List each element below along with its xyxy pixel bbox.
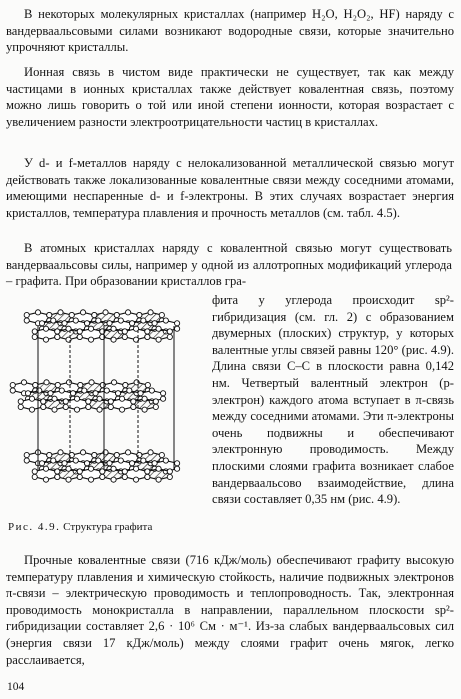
carbon-atom: [133, 477, 138, 482]
carbon-atom: [96, 318, 101, 323]
carbon-atom: [163, 458, 168, 463]
carbon-atom: [77, 474, 82, 479]
carbon-atom: [107, 461, 112, 466]
carbon-atom: [24, 452, 29, 457]
carbon-atom: [145, 329, 150, 334]
graphite-layer: [24, 310, 180, 343]
carbon-atom: [80, 450, 85, 455]
carbon-atom: [97, 407, 102, 412]
carbon-atom: [18, 404, 23, 409]
carbon-atom: [142, 407, 147, 412]
carbon-atom: [52, 407, 57, 412]
carbon-atom: [55, 469, 60, 474]
carbon-atom: [115, 391, 120, 396]
carbon-atom: [107, 321, 112, 326]
carbon-atom: [41, 399, 46, 404]
carbon-atom: [66, 380, 71, 385]
graphite-layer: [10, 380, 166, 413]
carbon-atom: [138, 391, 143, 396]
carbon-atom: [160, 391, 165, 396]
graphite-structure-icon: [8, 292, 206, 508]
carbon-atom: [122, 334, 127, 339]
carbon-atom: [43, 466, 48, 471]
carbon-atom: [142, 396, 147, 401]
carbon-atom: [141, 458, 146, 463]
carbon-atom: [55, 474, 60, 479]
carbon-atom: [43, 326, 48, 331]
carbon-atom: [119, 407, 124, 412]
carbon-atom: [111, 337, 116, 342]
carbon-atom: [92, 452, 97, 457]
carbon-atom: [92, 312, 97, 317]
carbon-atom: [174, 461, 179, 466]
carbon-atom: [37, 388, 42, 393]
carbon-atom: [159, 452, 164, 457]
carbon-atom: [93, 391, 98, 396]
graphite-structure-figure: [8, 292, 206, 508]
carbon-atom: [80, 310, 85, 315]
carbon-atom: [131, 399, 136, 404]
carbon-atom: [122, 474, 127, 479]
carbon-atom: [137, 312, 142, 317]
carbon-atom: [86, 404, 91, 409]
paragraph-molecular-crystals: В некоторых молекулярных кристаллах (например H₂O, H₂O₂, HF) наряду с вандерваальсовыми силами возникают водородные связи, которые значительно упрочняют кристаллы.: [6, 7, 454, 55]
carbon-atom: [167, 469, 172, 474]
carbon-atom: [43, 337, 48, 342]
carbon-atom: [82, 388, 87, 393]
carbon-atom: [125, 310, 130, 315]
carbon-atom: [74, 407, 79, 412]
carbon-atom: [32, 469, 37, 474]
carbon-atom: [59, 388, 64, 393]
carbon-atom: [55, 334, 60, 339]
carbon-atom: [119, 396, 124, 401]
carbon-atom: [77, 469, 82, 474]
carbon-atom: [97, 396, 102, 401]
carbon-atom: [29, 396, 34, 401]
carbon-atom: [167, 474, 172, 479]
figure-caption-text: Структура графита: [63, 521, 153, 533]
carbon-atom: [127, 388, 132, 393]
carbon-atom: [163, 318, 168, 323]
carbon-atom: [25, 391, 30, 396]
carbon-atom: [18, 399, 23, 404]
carbon-atom: [62, 321, 67, 326]
carbon-atom: [145, 382, 150, 387]
carbon-atom: [86, 399, 91, 404]
carbon-atom: [96, 458, 101, 463]
carbon-atom: [69, 312, 74, 317]
carbon-atom: [10, 388, 15, 393]
carbon-atom: [39, 321, 44, 326]
carbon-atom: [174, 326, 179, 331]
carbon-atom: [51, 458, 56, 463]
carbon-atom: [122, 469, 127, 474]
carbon-atom: [156, 477, 161, 482]
carbon-atom: [74, 396, 79, 401]
carbon-atom: [48, 391, 53, 396]
carbon-atom: [77, 329, 82, 334]
carbon-atom: [43, 477, 48, 482]
carbon-atom: [129, 461, 134, 466]
carbon-atom: [84, 461, 89, 466]
carbon-atom: [63, 399, 68, 404]
carbon-atom: [133, 466, 138, 471]
carbon-atom: [104, 388, 109, 393]
carbon-atom: [78, 382, 83, 387]
carbon-atom: [100, 474, 105, 479]
carbon-atom: [47, 452, 52, 457]
carbon-atom: [24, 458, 29, 463]
carbon-atom: [152, 321, 157, 326]
carbon-atom: [88, 326, 93, 331]
carbon-atom: [47, 312, 52, 317]
carbon-atom: [29, 407, 34, 412]
carbon-atom: [125, 450, 130, 455]
carbon-atom: [84, 321, 89, 326]
paragraph-d-f-metals: У d- и f-металлов наряду с нелокализованной металлической связью могут действовать также локализованные ковалентные связи между соседними атомами, имеющими неспаренные d- и f-электроны. В этих случаях возрастает энергия кристаллов, температура плавления и прочность металлов (см. табл. 4.5).: [6, 156, 454, 220]
carbon-atom: [167, 334, 172, 339]
carbon-atom: [21, 380, 26, 385]
carbon-atom: [52, 396, 57, 401]
carbon-atom: [167, 329, 172, 334]
carbon-atom: [108, 404, 113, 409]
carbon-atom: [32, 334, 37, 339]
carbon-atom: [100, 382, 105, 387]
carbon-atom: [145, 474, 150, 479]
carbon-atom: [32, 474, 37, 479]
carbon-atom: [148, 450, 153, 455]
carbon-atom: [156, 337, 161, 342]
carbon-atom: [66, 466, 71, 471]
carbon-atom: [149, 388, 154, 393]
carbon-atom: [88, 466, 93, 471]
carbon-atom: [111, 380, 116, 385]
carbon-atom: [24, 318, 29, 323]
carbon-atom: [39, 461, 44, 466]
carbon-atom: [32, 329, 37, 334]
carbon-atom: [77, 334, 82, 339]
carbon-atom: [58, 310, 63, 315]
carbon-atom: [55, 382, 60, 387]
carbon-atom: [41, 404, 46, 409]
carbon-atom: [145, 334, 150, 339]
carbon-atom: [33, 382, 38, 387]
carbon-atom: [160, 396, 165, 401]
carbon-atom: [174, 321, 179, 326]
carbon-atom: [152, 461, 157, 466]
figure-caption: [8, 520, 208, 534]
carbon-atom: [123, 382, 128, 387]
carbon-atom: [55, 329, 60, 334]
carbon-atom: [156, 466, 161, 471]
carbon-atom: [129, 321, 134, 326]
carbon-atom: [35, 310, 40, 315]
carbon-atom: [58, 450, 63, 455]
carbon-atom: [10, 382, 15, 387]
paragraph-graphite-side-text: фита у углерода происходит sp²-гибридизация (см. гл. 2) с образованием двумерных (плоских) структур, у которых валентные углы связей равны 120° (рис. 4.9). Длина связи С–С в плоскости равна 0,142 нм. Четвертый валентный электрон (p-электрон) каждого атома вступает в π-связь между соседними атомами. Эти π-электроны очень подвижны и обеспечивают электронную проводимость. Между плоскими слоями графита возникает слабое вандерваальсово взаимодействие, длина связи составляет 0,35 нм (рис. 4.9).: [212, 293, 454, 507]
figure-caption-label: Рис. 4.9.: [8, 521, 61, 533]
carbon-atom: [148, 310, 153, 315]
carbon-atom: [122, 329, 127, 334]
carbon-atom: [111, 466, 116, 471]
carbon-atom: [44, 380, 49, 385]
carbon-atom: [62, 461, 67, 466]
carbon-atom: [114, 452, 119, 457]
carbon-atom: [88, 477, 93, 482]
carbon-atom: [111, 477, 116, 482]
carbon-atom: [73, 318, 78, 323]
carbon-atom: [131, 404, 136, 409]
paragraph-atomic-crystals: В атомных кристаллах наряду с ковалентной связью могут существовать вандерваальсовы силы, например у одной из аллотропных модификаций углерода – графита. При образовании кристаллов гра-: [6, 241, 452, 289]
carbon-atom: [153, 404, 158, 409]
carbon-atom: [159, 312, 164, 317]
carbon-atom: [174, 466, 179, 471]
carbon-atom: [153, 399, 158, 404]
graphite-layer: [24, 450, 180, 483]
carbon-atom: [118, 318, 123, 323]
carbon-atom: [108, 399, 113, 404]
carbon-atom: [114, 312, 119, 317]
carbon-atom: [66, 477, 71, 482]
carbon-atom: [70, 391, 75, 396]
carbon-atom: [88, 337, 93, 342]
paragraph-graphite-properties: Прочные ковалентные связи (716 кДж/моль) обеспечивают графиту высокую температуру плавления и химическую стойкость, наличие подвижных электронов π-связи – электрическую проводимость и теплопроводность. Так, электронная проводимость монокристалла в направлении, параллельном плоскости sp²-гибридизации составляет 2,6 · 10⁶ См · м⁻¹. Из-за слабых вандерваальсовых сил (энергия связи 17 кДж/моль) между слоями графит очень мягок, легко расслаивается,: [6, 553, 454, 667]
carbon-atom: [145, 469, 150, 474]
carbon-atom: [103, 310, 108, 315]
carbon-atom: [89, 380, 94, 385]
carbon-atom: [111, 326, 116, 331]
carbon-atom: [63, 404, 68, 409]
carbon-atom: [51, 318, 56, 323]
paragraph-ionic-bond: Ионная связь в чистом виде практически не существует, так как между частицами в ионных кристаллах также действует ковалентная связь, поэтому можно лишь говорить о той или иной степени ионности, которая возрастает с увеличением разности электроотрицательности частиц в кристаллах.: [6, 65, 454, 129]
carbon-atom: [141, 318, 146, 323]
carbon-atom: [156, 326, 161, 331]
carbon-atom: [73, 458, 78, 463]
carbon-atom: [118, 458, 123, 463]
carbon-atom: [24, 312, 29, 317]
page-number: 104: [7, 681, 25, 693]
